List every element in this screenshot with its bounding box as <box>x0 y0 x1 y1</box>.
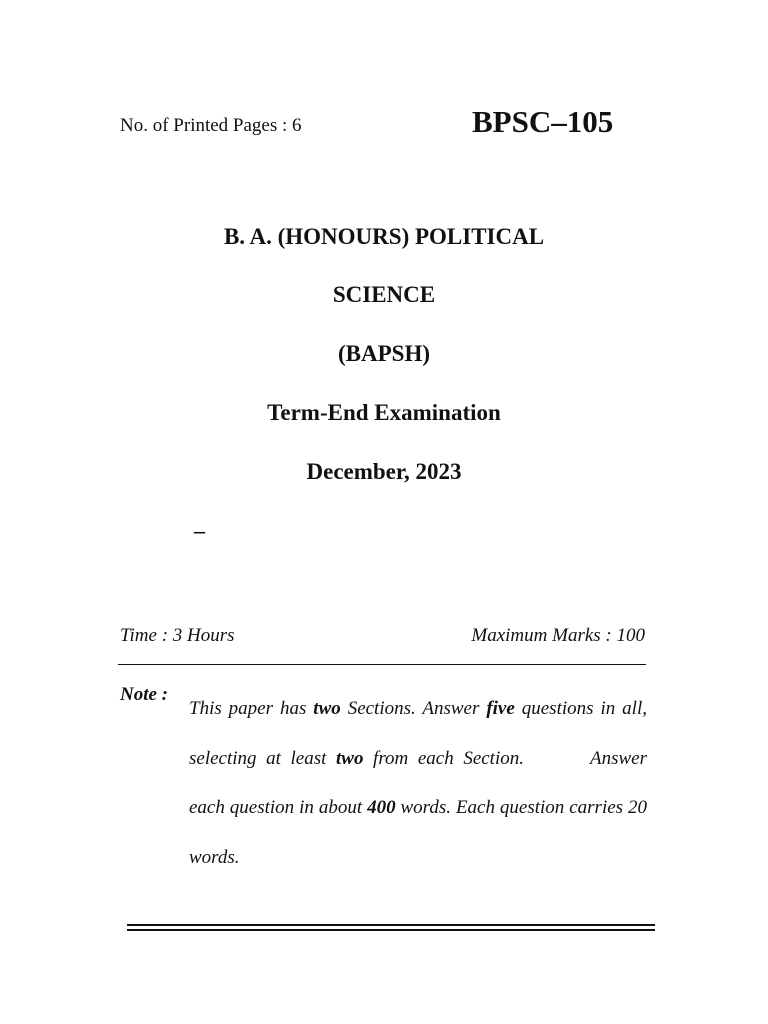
note-text-part: words. Each question carries 20 words. <box>189 797 647 868</box>
divider-line <box>118 664 646 665</box>
max-marks: Maximum Marks : 100 <box>471 625 645 646</box>
course-title-line-1: B. A. (HONOURS) POLITICAL <box>223 224 545 249</box>
note-label: Note : <box>120 684 169 705</box>
note-text-part: questions in all, selecting at least <box>189 698 647 769</box>
note-text <box>189 684 647 882</box>
exam-info-row <box>120 625 645 647</box>
course-title-line-2: SCIENCE <box>332 282 436 307</box>
note-emphasis: two <box>336 747 364 769</box>
note-emphasis: two <box>313 698 341 719</box>
exam-type: Term-End Examination <box>267 400 501 425</box>
course-code: (BAPSH) <box>338 341 430 366</box>
printed-pages-count: No. of Printed Pages : 6 <box>120 115 302 136</box>
note-text-part: This paper has <box>189 698 314 719</box>
exam-duration: Time : 3 Hours <box>120 625 235 646</box>
note-emphasis: five <box>486 698 515 719</box>
note-emphasis: 400 <box>367 797 396 818</box>
dash-mark: – <box>194 518 205 543</box>
double-rule-bottom <box>127 929 655 931</box>
exam-date: December, 2023 <box>306 459 462 484</box>
paper-code: BPSC–105 <box>472 104 614 139</box>
note-text-part: Answer each question in about <box>189 747 647 818</box>
note-text-part: Sections. Answer <box>340 698 487 719</box>
double-rule-top <box>127 924 655 926</box>
note-text-part: from each Section. <box>363 747 524 769</box>
